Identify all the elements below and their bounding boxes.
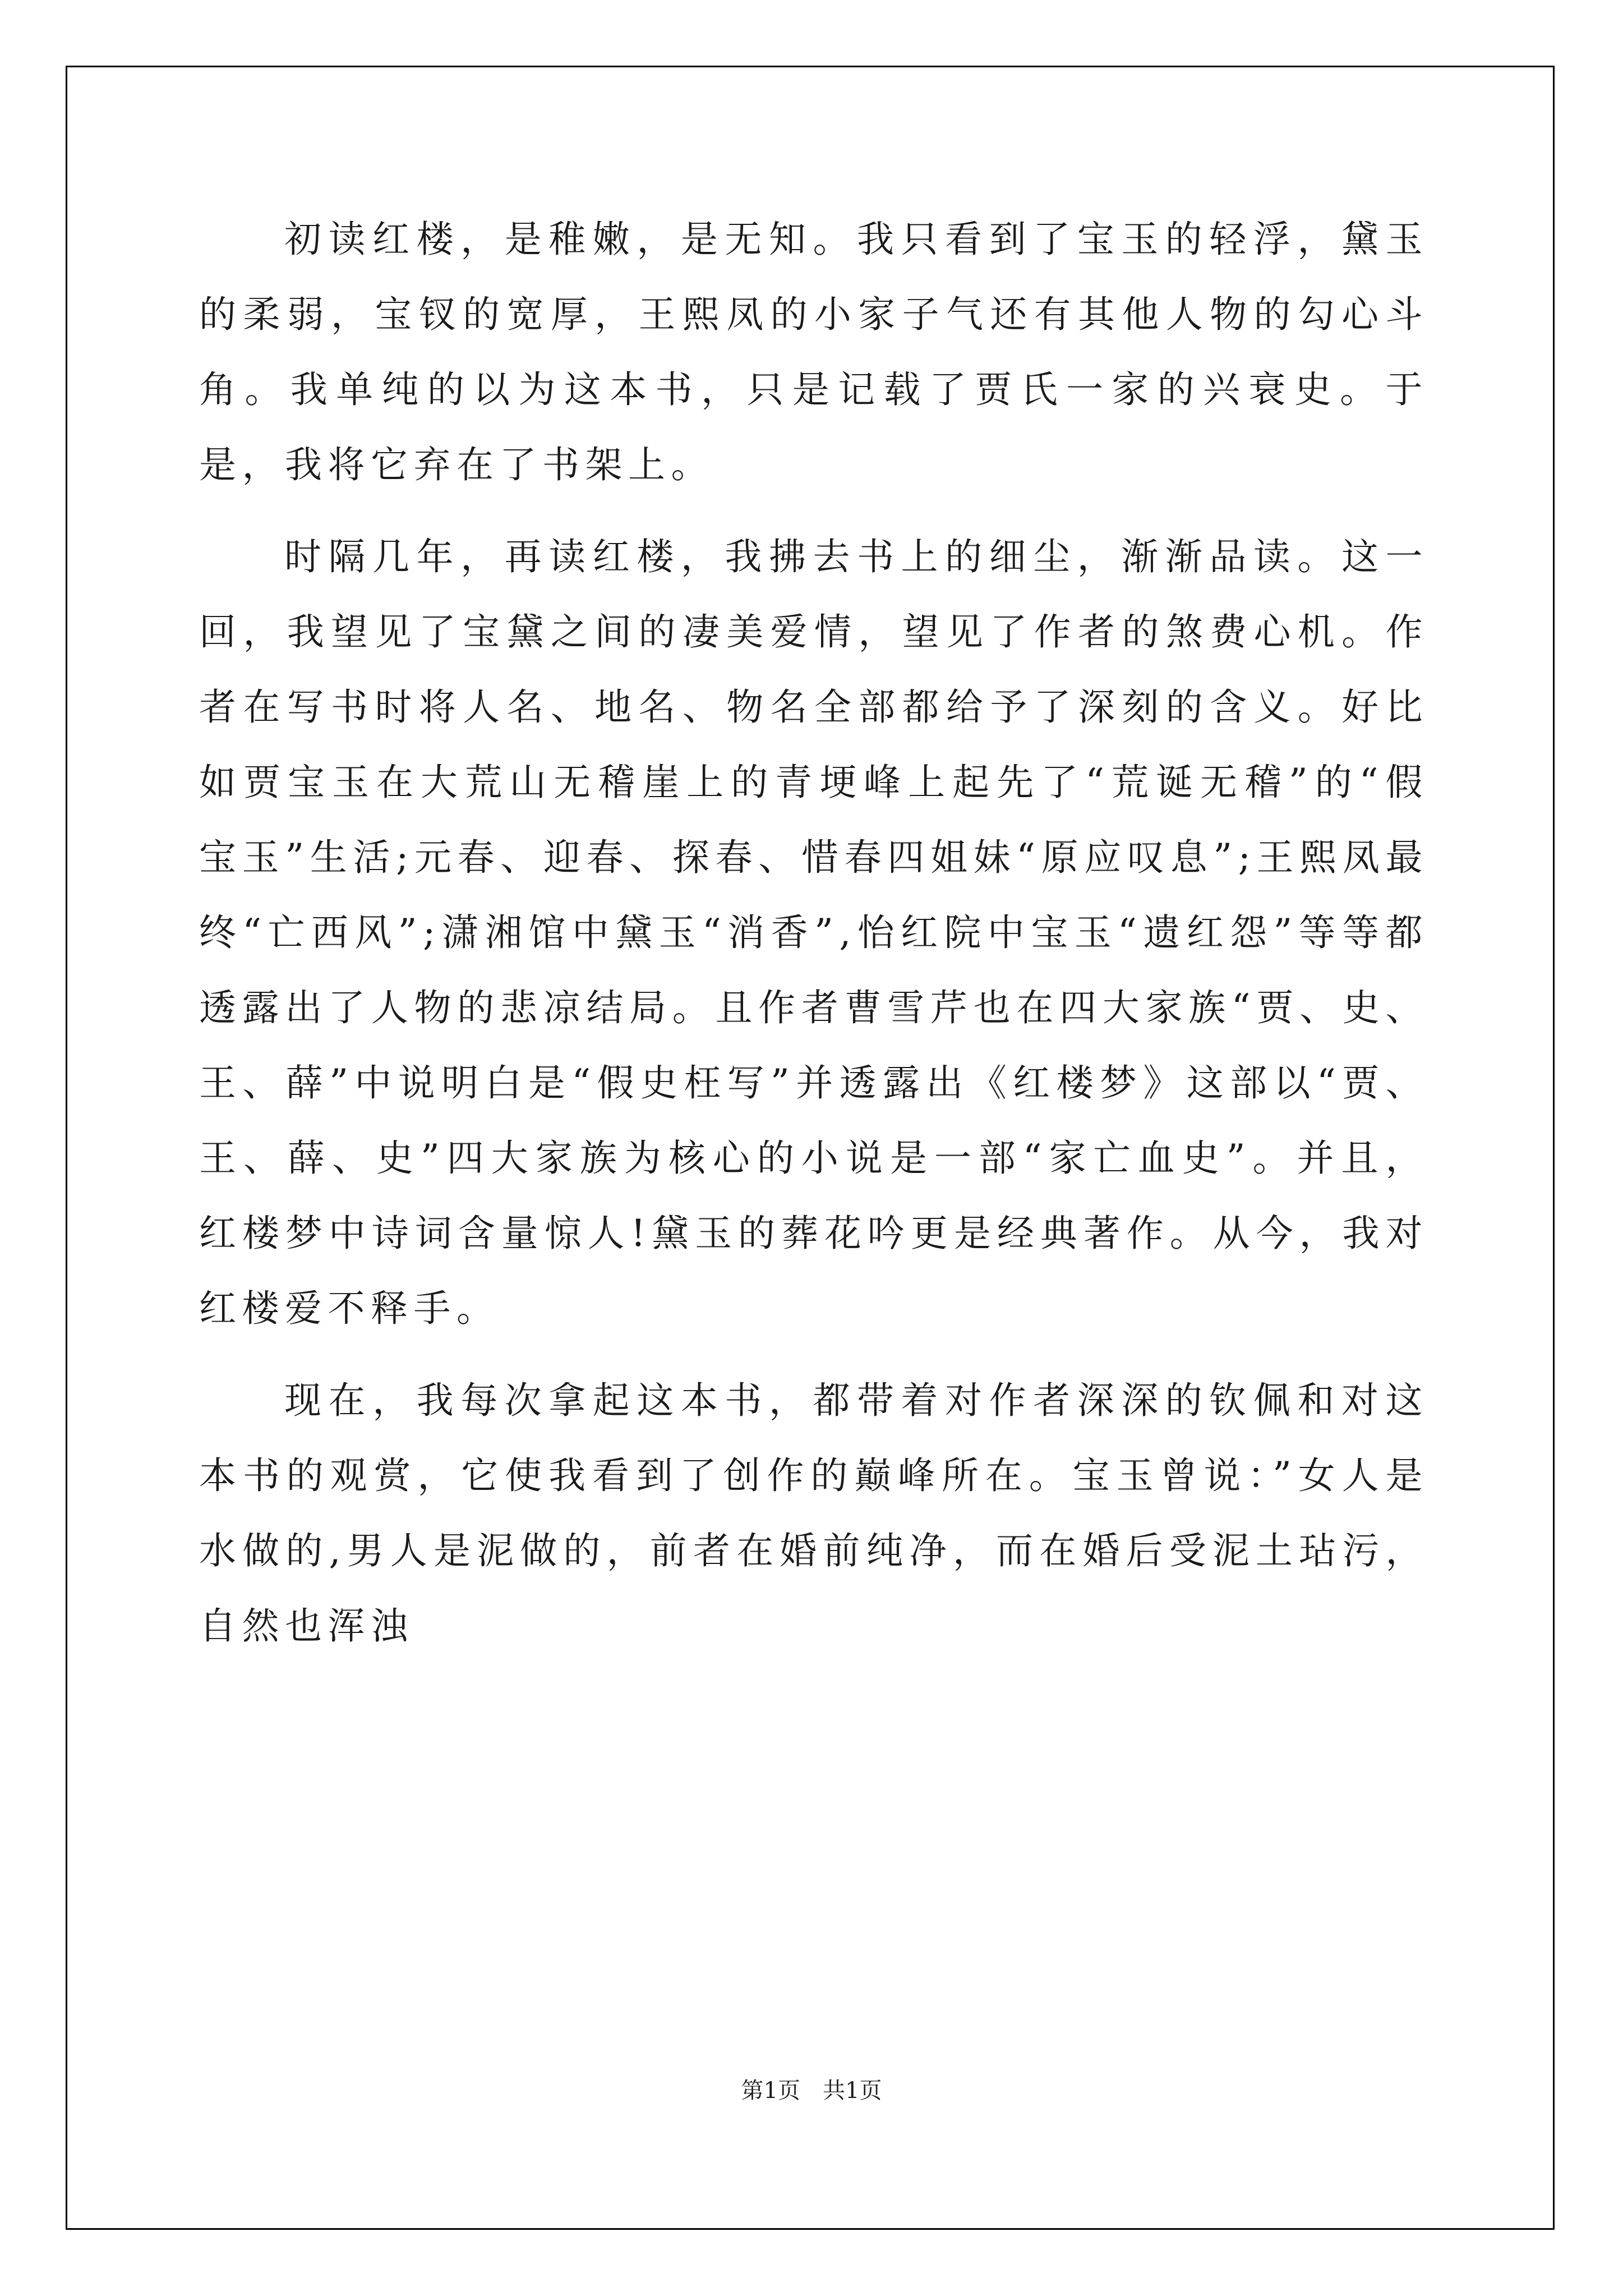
paragraph-1: 初读红楼，是稚嫩，是无知。我只看到了宝玉的轻浮，黛玉的柔弱，宝钗的宽厚，王熙凤的小家子气还有其他人物的勾心斗角。我单纯的以为这本书，只是记载了贾氏一家的兴衰史。于是，我将它弃在了书架上。 — [199, 218, 1428, 486]
paragraph-3: 现在，我每次拿起这本书，都带着对作者深深的钦佩和对这本书的观赏，它使我看到了创作的巅峰所在。宝玉曾说：”女人是水做的,男人是泥做的，前者在婚前纯净，而在婚后受泥土玷污，自然也浑浊 — [199, 1379, 1428, 1648]
page-footer — [0, 2074, 1623, 2108]
document-body — [199, 202, 1428, 1681]
page-number: 第1页 — [741, 2078, 800, 2104]
paragraph-2: 时隔几年，再读红楼，我拂去书上的细尘，渐渐品读。这一回，我望见了宝黛之间的凄美爱情，望见了作者的煞费心机。作者在写书时将人名、地名、物名全部都给予了深刻的含义。好比如贾宝玉在大荒山无稽崖上的青埂峰上起先了“荒诞无稽”的“假宝玉”生活;元春、迎春、探春、惜春四姐妹“原应叹息”;王熙凤最终“亡西风”;潇湘馆中黛玉“消香”,怡红院中宝玉“遗红怨”等等都透露出了人物的悲凉结局。且作者曹雪芹也在四大家族“贾、史、王、薛”中说明白是“假史枉写”并透露出《红楼梦》这部以“贾、王、薛、史”四大家族为核心的小说是一部“家亡血史”。并且，红楼梦中诗词含量惊人!黛玉的葬花吟更是经典著作。从今，我对红楼爱不释手。 — [199, 535, 1428, 1330]
page-total: 共1页 — [823, 2078, 882, 2104]
